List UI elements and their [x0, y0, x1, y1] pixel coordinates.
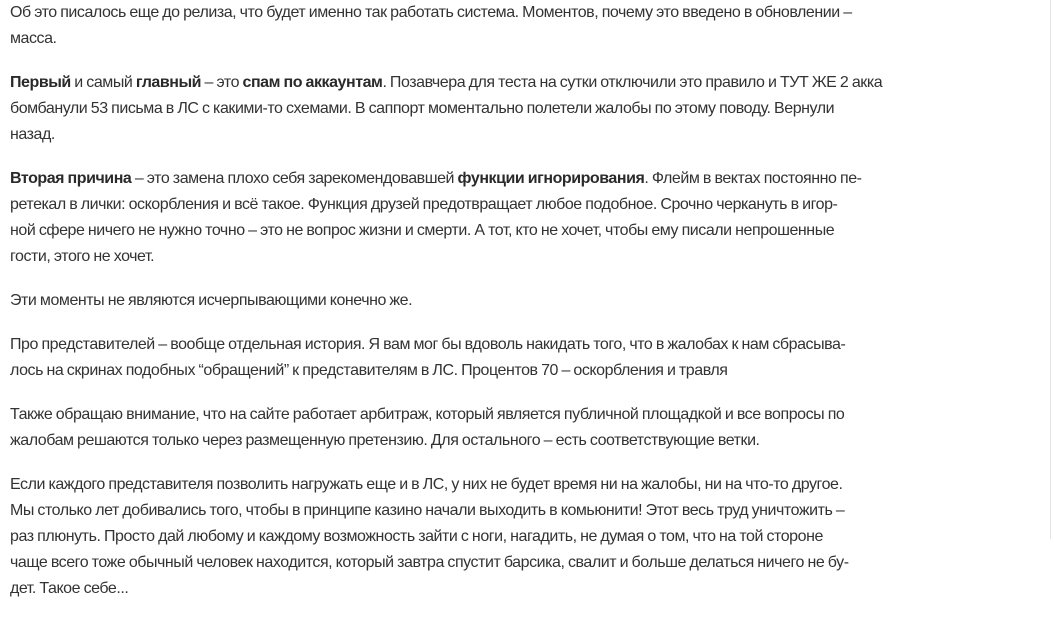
text-line — [10, 26, 1046, 52]
text-run: Также обращаю внимание, что на сайте работает арбитраж, который является публичной площадкой и все вопросы по — [10, 406, 845, 423]
text-run: и самый — [70, 74, 136, 91]
text-run: назад. — [10, 126, 55, 143]
text-run: Об это писалось еще до релиза, что будет именно так работать система. Моментов, почему это введено в обновлении – — [10, 4, 852, 21]
text-run: ной сфере ничего не нужно точно – это не вопрос жизни и смерти. А тот, кто не хочет, чтобы ему писали непрошенные — [10, 222, 835, 239]
post-paragraph — [10, 402, 1046, 454]
text-run: – это замена плохо себя зарекомендовавшей — [131, 170, 458, 187]
bold-text: спам по аккаунтам — [242, 74, 383, 91]
text-run: Про представителей – вообще отдельная история. Я вам мог бы вдоволь накидать того, что в жалобах к нам сбрасыва- — [10, 336, 846, 353]
text-run: масса. — [10, 30, 57, 47]
text-line — [10, 332, 1046, 358]
text-line — [10, 472, 1046, 498]
text-line — [10, 402, 1046, 428]
bold-text: главный — [135, 74, 202, 91]
text-line — [10, 288, 1046, 314]
bold-text: Первый — [10, 74, 71, 91]
text-run: бомбанули 53 письма в ЛС с какими-то схемами. В саппорт моментально полетели жалобы по этому поводу. Вернули — [10, 100, 835, 117]
post-paragraph — [10, 0, 1046, 52]
text-run: Эти моменты не являются исчерпывающими конечно же. — [10, 292, 413, 309]
text-run: . Позавчера для теста на сутки отключили это правило и ТУТ ЖЕ 2 акка — [382, 74, 883, 91]
text-line — [10, 0, 1046, 26]
text-line — [10, 96, 1046, 122]
post-paragraph — [10, 70, 1046, 148]
post-paragraph — [10, 166, 1046, 270]
post-paragraph — [10, 332, 1046, 384]
text-run: дет. Такое себе... — [10, 580, 129, 597]
post-paragraph — [10, 472, 1046, 602]
post-paragraph — [10, 288, 1046, 314]
text-line — [10, 428, 1046, 454]
bold-text: Вторая причина — [10, 170, 132, 187]
text-run: ретекал в лички: оскорбления и всё такое. Функция друзей предотвращает любое подобное. Срочно черкануть в игор- — [10, 196, 838, 213]
text-line — [10, 192, 1046, 218]
text-run: – это — [201, 74, 243, 91]
bold-text: функции игнорирования — [457, 170, 645, 187]
text-line — [10, 576, 1046, 602]
text-line — [10, 244, 1046, 270]
text-line — [10, 122, 1046, 148]
text-line — [10, 550, 1046, 576]
post-body — [10, 0, 1046, 620]
scrollbar-edge[interactable] — [1050, 0, 1051, 539]
text-line — [10, 218, 1046, 244]
text-run: жалобам решаются только через размещенную претензию. Для остального – есть соответствующие ветки. — [10, 432, 760, 449]
text-run: гости, этого не хочет. — [10, 248, 155, 265]
text-run: раз плюнуть. Просто дай любому и каждому возможность зайти с ноги, нагадить, не думая о том, что на той стороне — [10, 528, 823, 545]
text-line — [10, 166, 1046, 192]
text-line — [10, 358, 1046, 384]
text-line — [10, 498, 1046, 524]
text-run: Если каждого представителя позволить нагружать еще и в ЛС, у них не будет время ни на жалобы, ни на что-то другое. — [10, 476, 843, 493]
text-line — [10, 524, 1046, 550]
text-run: Мы столько лет добивались того, чтобы в принципе казино начали выходить в комьюнити! Этот весь труд уничтожить – — [10, 502, 845, 519]
text-run: лось на скринах подобных “обращений” к представителям в ЛС. Процентов 70 – оскорбления и травля — [10, 362, 728, 379]
text-run: . Флейм в вектах постоянно пе- — [644, 170, 862, 187]
text-line — [10, 70, 1046, 96]
text-run: чаще всего тоже обычный человек находится, который завтра спустит барсика, свалит и больше делаться ничего не бу- — [10, 554, 849, 571]
